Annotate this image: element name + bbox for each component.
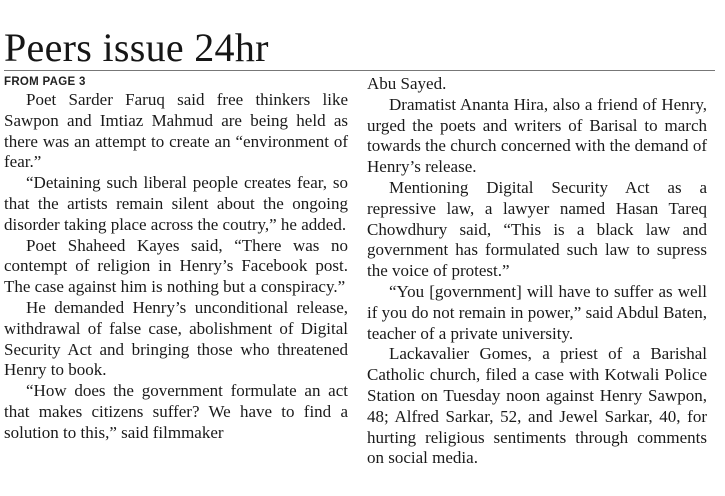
paragraph: Mentioning Digital Security Act as a repressive law, a lawyer named Hasan Tareq Chowdhury said, “This is a black law and government has formulated such law to supress the voice of protest.” xyxy=(367,177,707,281)
paragraph: Poet Sarder Faruq said free thinkers like Sawpon and Imtiaz Mahmud are being held as there was an attempt to create an “environment of fear.” xyxy=(4,90,348,172)
headline-divider xyxy=(4,70,715,71)
paragraph: “You [government] will have to suffer as well if you do not remain in power,” said Abdul Baten, teacher of a private university. xyxy=(367,281,707,343)
paragraph-continuation: Abu Sayed. xyxy=(367,74,447,93)
paragraph: Poet Shaheed Kayes said, “There was no contempt of religion in Henry’s Facebook post. The case against him is nothing but a conspiracy.” xyxy=(4,235,348,297)
paragraph: “Detaining such liberal people creates fear, so that the artists remain silent about the ongoing disorder taking place across the coutry,” he added. xyxy=(4,173,348,234)
headline: Peers issue 24hr xyxy=(4,25,269,70)
continuation-kicker: FROM PAGE 3 xyxy=(4,76,86,88)
paragraph: Lackavalier Gomes, a priest of a Barishal Catholic church, filed a case with Kotwali Police Station on Tuesday noon against Henry Sawpon, 48; Alfred Sarkar, 52, and Jewel Sarkar, 40, for hurting religious sentiments through comments on social media. xyxy=(367,344,707,468)
right-column xyxy=(367,74,707,469)
paragraph: “How does the government formulate an act that makes citizens suffer? We have to find a solution to this,” said filmmaker xyxy=(4,381,348,442)
left-column xyxy=(4,74,348,444)
paragraph: He demanded Henry’s unconditional release, withdrawal of false case, abolishment of Digital Security Act and bringing those who threatened Henry to book. xyxy=(4,297,348,380)
paragraph: Dramatist Ananta Hira, also a friend of Henry, urged the poets and writers of Barisal to march towards the church concerned with the demand of Henry’s release. xyxy=(367,94,707,177)
